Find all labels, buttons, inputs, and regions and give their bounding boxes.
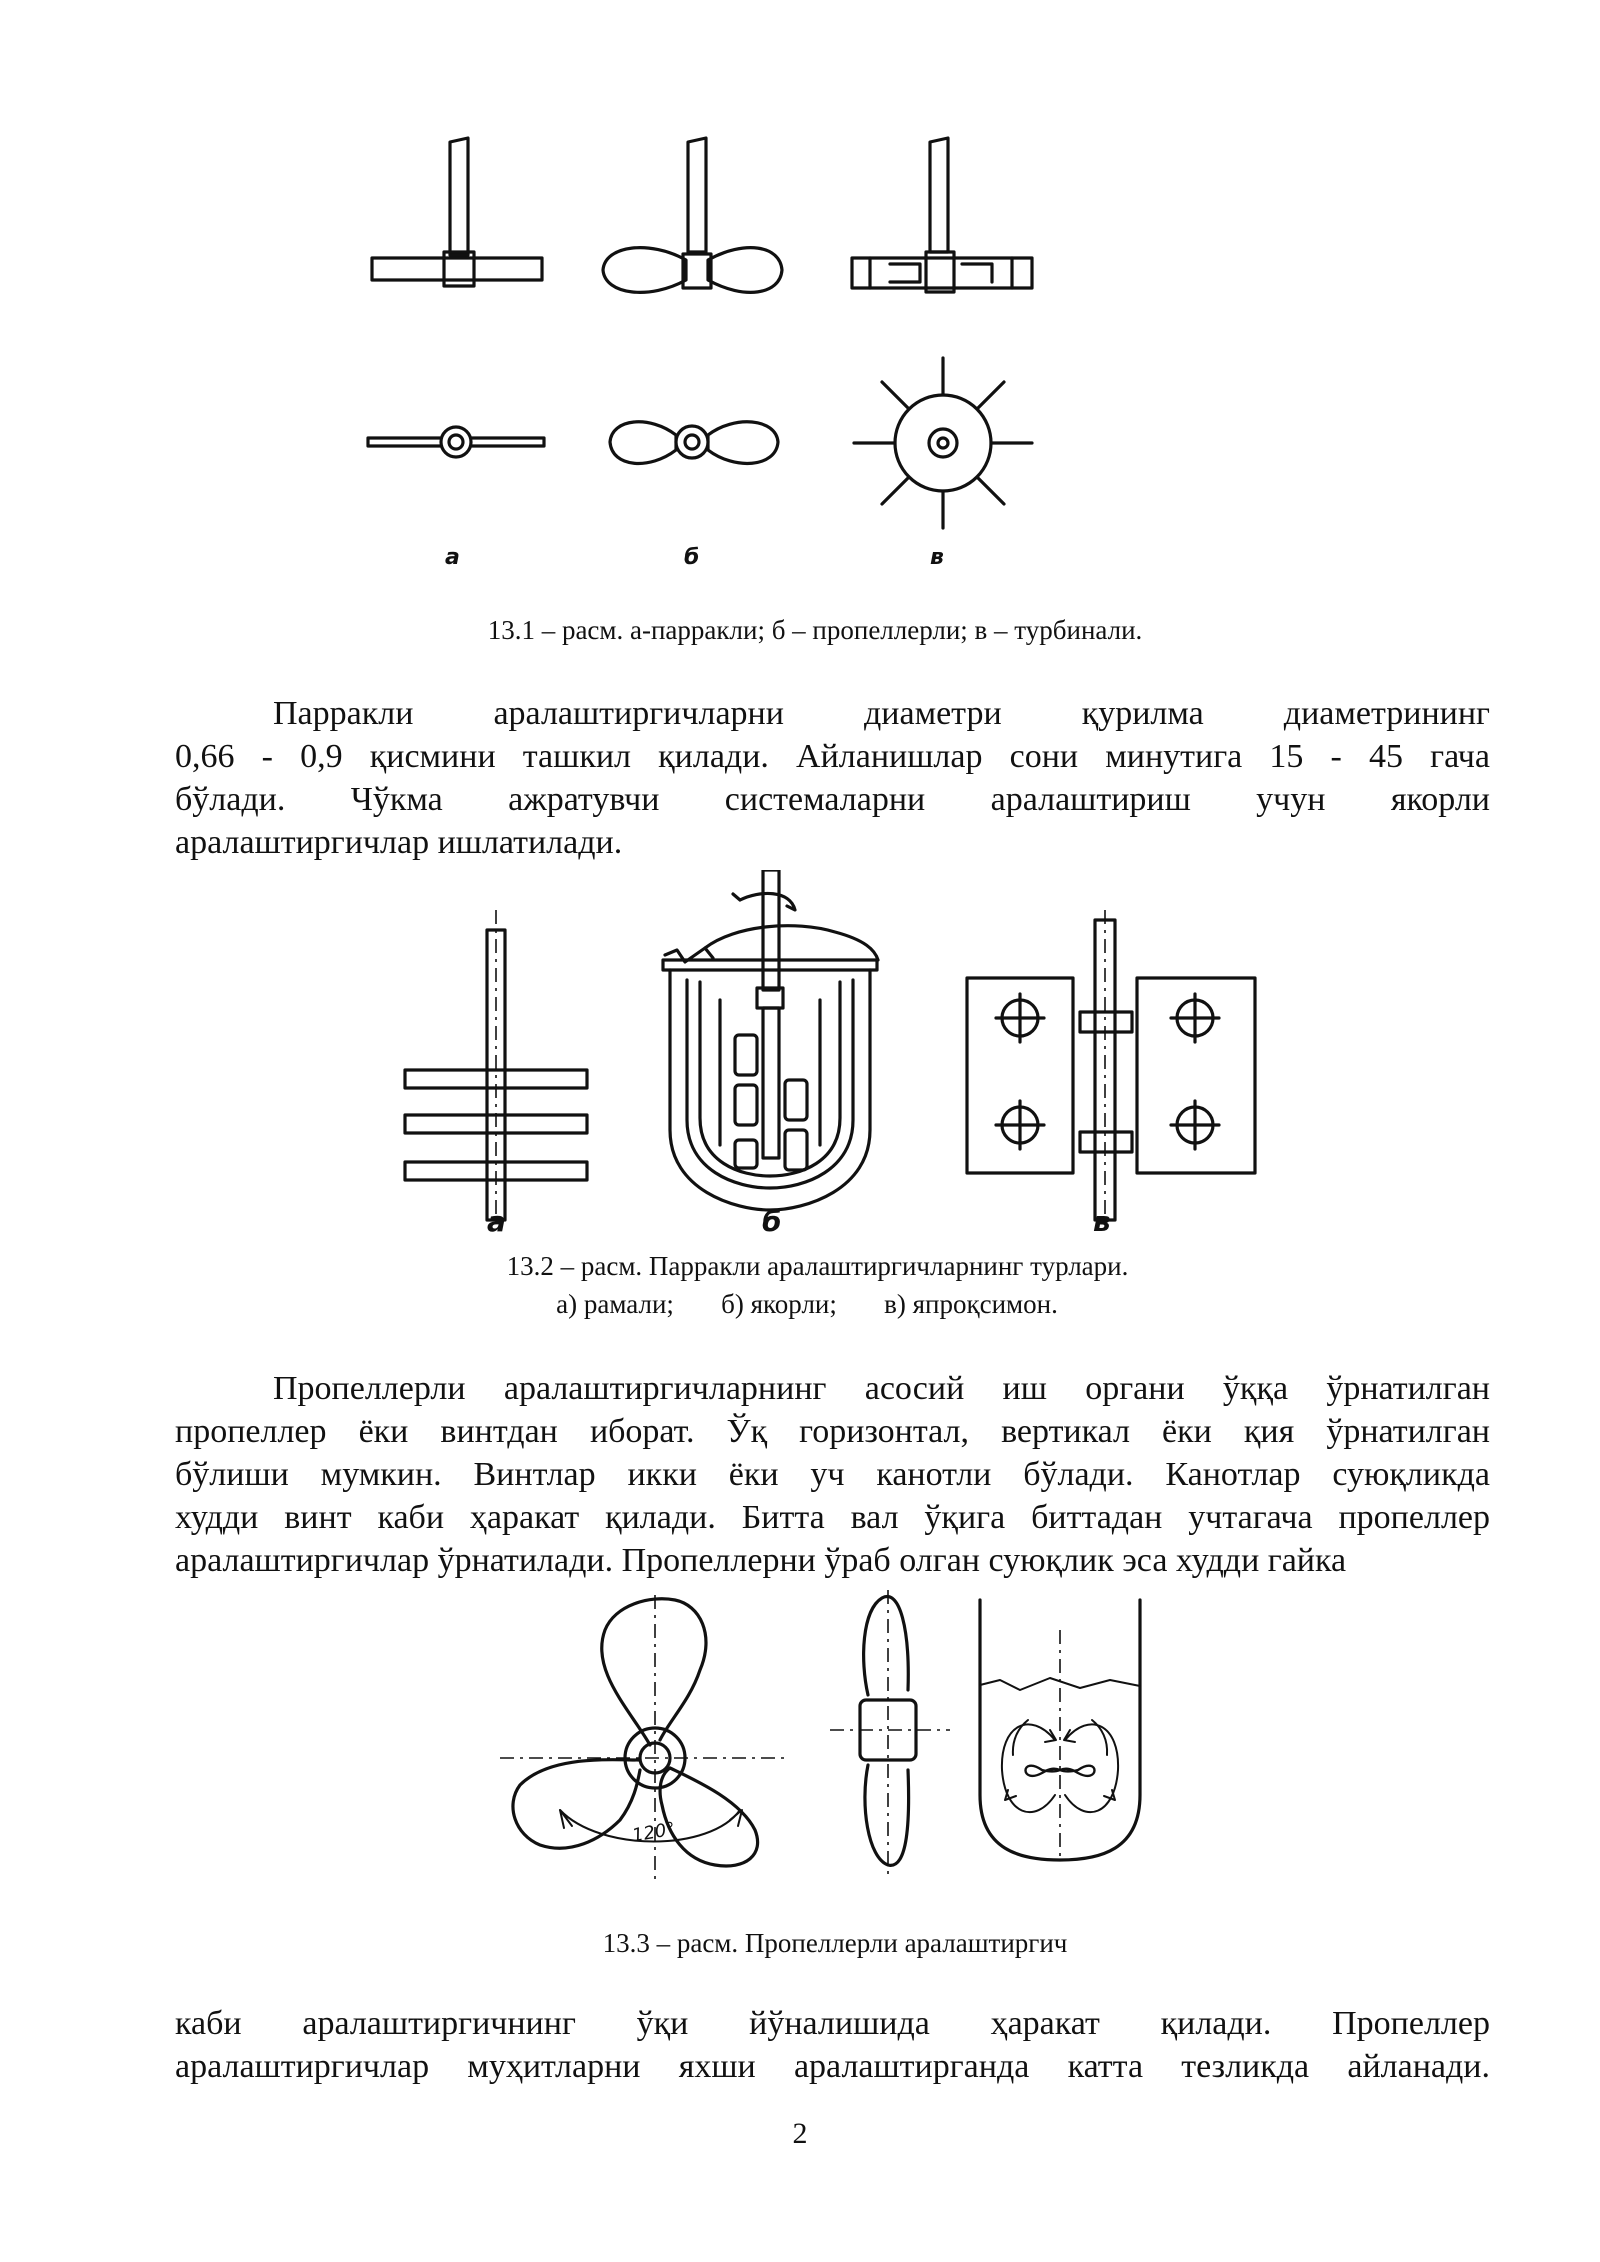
paragraph-line: аралаштиргичлар ўрнатилади. Пропеллерни ўраб олган суюқлик эса худди гайка bbox=[175, 1542, 1347, 1579]
paddle-stirrer-top-drawing bbox=[368, 427, 544, 457]
propeller-angle-label: 120° bbox=[630, 1818, 677, 1847]
paragraph-paddle-stirrers bbox=[175, 692, 1490, 864]
figure-13-1-label-b: б bbox=[684, 545, 700, 570]
figure-13-1-label-v: в bbox=[930, 545, 944, 570]
propeller-stirrer-top-drawing bbox=[610, 422, 778, 464]
figure-13-2-caption-types: а) рамали; б) якорли; в) япроқсимон. bbox=[556, 1289, 1058, 1319]
paragraph-line: бўлади. Чўкма ажратувчи системаларни аралаштириш учун якорли bbox=[175, 781, 1490, 818]
paragraph-line: Пропеллерли аралаштиргичларнинг асосий иш органи ўққа ўрнатилган bbox=[273, 1370, 1490, 1407]
propeller-stirrer-side-drawing bbox=[603, 138, 782, 292]
figure-13-2 bbox=[395, 870, 1275, 1240]
paragraph-propeller-stirrers bbox=[175, 1367, 1490, 1582]
paragraph-line: каби аралаштиргичнинг ўқи йўналишида ҳаракат қилади. Пропеллер bbox=[175, 2005, 1490, 2042]
figure-13-1-caption: 13.1 – расм. а-парракли; б – пропеллерли; в – турбинали. bbox=[487, 615, 1143, 645]
figure-13-2-label-a: а bbox=[487, 1205, 506, 1238]
figure-13-2-label-v: в bbox=[1093, 1205, 1111, 1238]
figure-13-2-caption: 13.2 – расм. Парракли аралаштиргичларнинг турлари. bbox=[506, 1251, 1129, 1281]
propeller-side-view-drawing bbox=[830, 1590, 950, 1880]
frame-stirrer-drawing bbox=[405, 910, 587, 1230]
figure-13-2-label-b: б bbox=[762, 1205, 782, 1238]
paragraph-line: бўлиши мумкин. Винтлар икки ёки уч канотли бўлади. Канотлар суюқликда bbox=[175, 1456, 1490, 1493]
leaf-stirrer-drawing bbox=[967, 910, 1255, 1230]
turbine-stirrer-side-drawing bbox=[852, 138, 1032, 292]
figure-13-3-caption: 13.3 – расм. Пропеллерли аралаштиргич bbox=[602, 1928, 1068, 1958]
paragraph-line: аралаштиргичлар ишлатилади. bbox=[175, 824, 623, 861]
figure-13-1 bbox=[350, 130, 1070, 590]
page-number: 2 bbox=[792, 2117, 808, 2150]
paragraph-line: 0,66 - 0,9 қисмини ташкил қилади. Айланишлар сони минутига 15 - 45 гача bbox=[175, 738, 1490, 775]
paragraph-line: пропеллер ёки винтдан иборат. Ўқ горизонтал, вертикал ёки қия ўрнатилган bbox=[175, 1413, 1490, 1450]
figure-13-1-label-a: а bbox=[445, 545, 460, 570]
paragraph-propeller-continuation bbox=[175, 2002, 1490, 2088]
paragraph-line: Парракли аралаштиргичларни диаметри қурилма диаметрининг bbox=[273, 695, 1490, 732]
mixing-vessel-flow-drawing bbox=[980, 1600, 1140, 1860]
turbine-stirrer-top-drawing bbox=[854, 358, 1032, 528]
anchor-stirrer-drawing bbox=[663, 870, 878, 1210]
paragraph-line: аралаштиргичлар муҳитларни яхши аралаштирганда катта тезликда айланади. bbox=[175, 2048, 1490, 2085]
paddle-stirrer-side-drawing bbox=[372, 138, 542, 286]
figure-13-3 bbox=[490, 1590, 1190, 1880]
paragraph-line: худди винт каби ҳаракат қилади. Битта вал ўқига биттадан учтагача пропеллер bbox=[175, 1499, 1490, 1536]
